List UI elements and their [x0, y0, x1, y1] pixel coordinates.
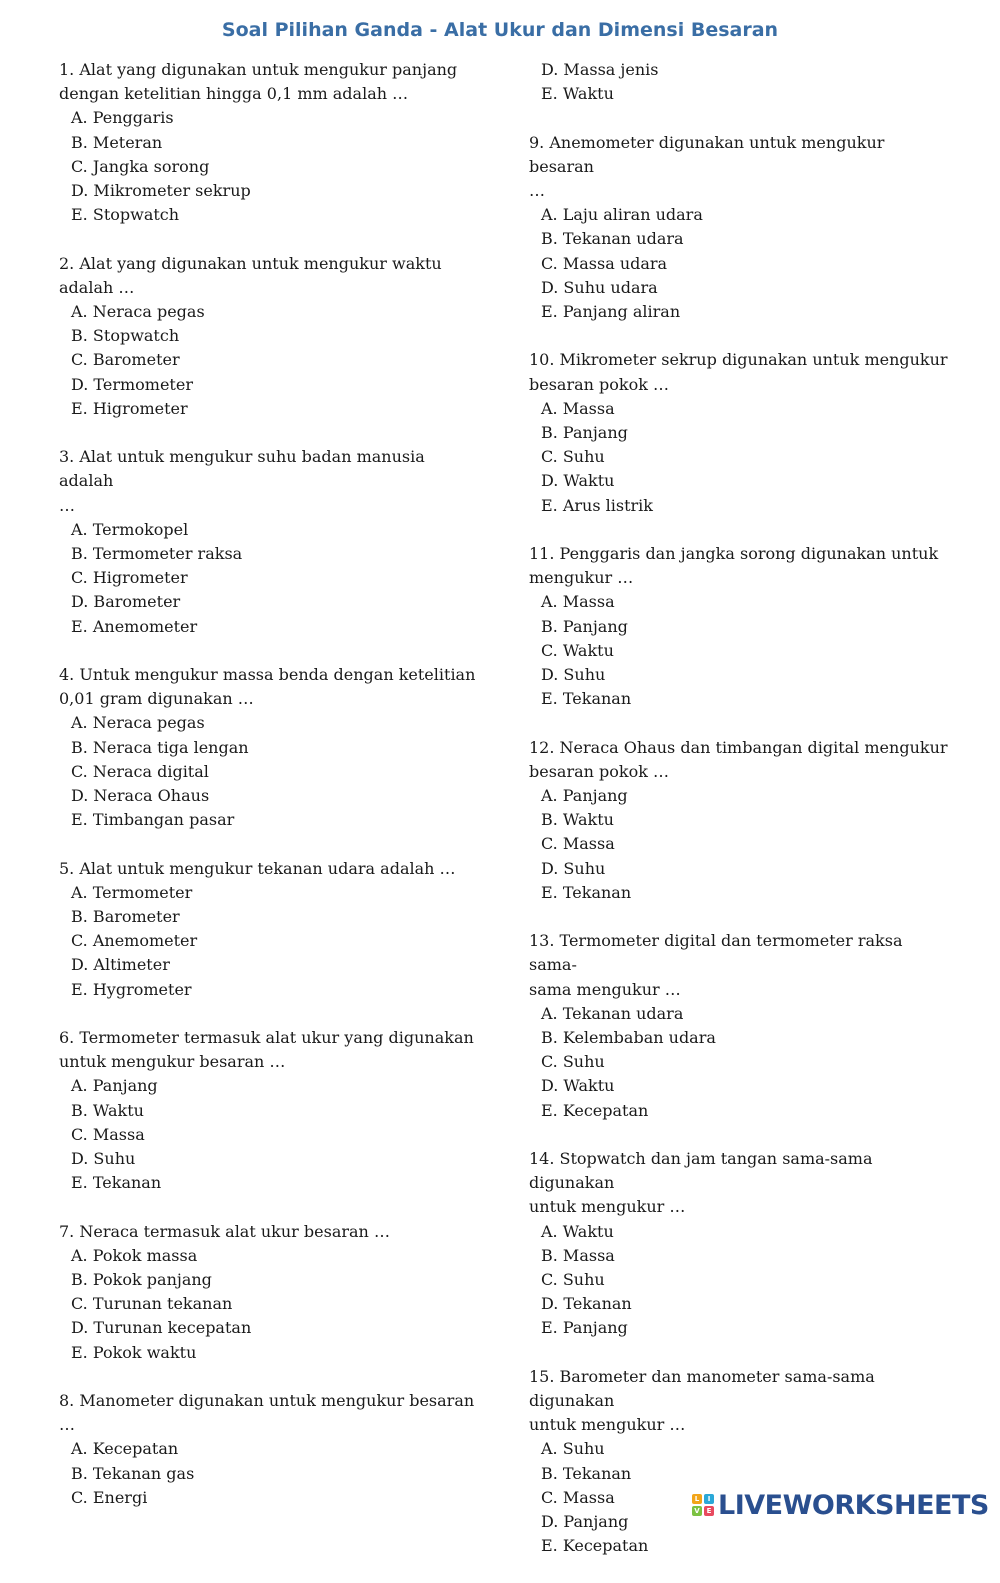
question-block: [529, 348, 954, 517]
answer-option[interactable]: C. Anemometer: [71, 931, 198, 951]
answer-option[interactable]: C. Waktu: [541, 640, 614, 660]
answer-option[interactable]: E. Kecepatan: [541, 1536, 649, 1556]
question-text: 2. Alat yang digunakan untuk mengukur waktu: [59, 253, 442, 273]
answer-option[interactable]: A. Massa: [541, 592, 615, 612]
question-text: untuk mengukur besaran …: [59, 1052, 286, 1072]
answer-option[interactable]: D. Waktu: [541, 1076, 615, 1096]
answer-option[interactable]: E. Stopwatch: [71, 205, 180, 225]
page-title: Soal Pilihan Ganda - Alat Ukur dan Dimensi Besaran: [221, 19, 779, 41]
answer-option[interactable]: D. Mikrometer sekrup: [71, 181, 251, 201]
question-block: [529, 542, 954, 711]
answer-option[interactable]: A. Penggaris: [71, 108, 174, 128]
answer-option[interactable]: D. Suhu: [541, 665, 606, 685]
logo-tile: I: [704, 1494, 714, 1504]
question-text: 4. Untuk mengukur massa benda dengan ketelitian: [59, 665, 476, 685]
answer-option[interactable]: C. Barometer: [71, 350, 180, 370]
answer-option[interactable]: E. Hygrometer: [71, 979, 192, 999]
question-text: untuk mengukur …: [529, 1415, 686, 1435]
answer-option[interactable]: E. Tekanan: [541, 882, 632, 902]
logo-tiles-icon: [692, 1494, 714, 1516]
question-text: 14. Stopwatch dan jam tangan sama-sama digunakan: [529, 1149, 873, 1193]
left-column: [59, 58, 479, 1534]
answer-option[interactable]: A. Waktu: [541, 1221, 614, 1241]
answer-option[interactable]: D. Altimeter: [71, 955, 170, 975]
answer-option[interactable]: A. Tekanan udara: [541, 1003, 684, 1023]
answer-option[interactable]: B. Kelembaban udara: [541, 1028, 716, 1048]
liveworksheets-logo: [692, 1488, 989, 1522]
answer-option[interactable]: E. Anemometer: [71, 616, 198, 636]
answer-option[interactable]: D. Tekanan: [541, 1294, 632, 1314]
question-text: 13. Termometer digital dan termometer raksa sama-: [529, 931, 903, 975]
answer-option[interactable]: D. Massa jenis: [541, 60, 659, 79]
answer-option[interactable]: B. Tekanan: [541, 1463, 632, 1483]
answer-option[interactable]: A. Panjang: [71, 1076, 158, 1096]
answer-option[interactable]: D. Suhu: [541, 858, 606, 878]
answer-option[interactable]: E. Panjang aliran: [541, 302, 681, 322]
question-text: besaran pokok …: [529, 374, 670, 394]
answer-option[interactable]: E. Tekanan: [541, 689, 632, 709]
answer-option[interactable]: D. Suhu: [71, 1149, 136, 1169]
answer-option[interactable]: A. Termometer: [71, 882, 193, 902]
answer-option[interactable]: B. Tekanan udara: [541, 229, 684, 249]
answer-option[interactable]: B. Meteran: [71, 132, 163, 152]
question-text: untuk mengukur …: [529, 1197, 686, 1217]
answer-option[interactable]: D. Panjang: [541, 1512, 629, 1532]
question-block: [59, 1220, 479, 1365]
answer-option[interactable]: A. Termokopel: [71, 519, 189, 539]
answer-option[interactable]: A. Suhu: [541, 1439, 605, 1459]
question-block: [59, 252, 479, 421]
question-text: …: [59, 495, 75, 515]
answer-option[interactable]: C. Suhu: [541, 1270, 605, 1290]
answer-option[interactable]: B. Waktu: [541, 810, 614, 830]
question-block: [59, 857, 479, 1002]
answer-option[interactable]: E. Timbangan pasar: [71, 810, 235, 830]
answer-option[interactable]: D. Waktu: [541, 471, 615, 491]
question-text: 1. Alat yang digunakan untuk mengukur panjang: [59, 60, 458, 79]
answer-option[interactable]: D. Turunan kecepatan: [71, 1318, 252, 1338]
answer-option[interactable]: A. Massa: [541, 398, 615, 418]
answer-option[interactable]: A. Neraca pegas: [71, 713, 205, 733]
question-text: 6. Termometer termasuk alat ukur yang digunakan: [59, 1028, 474, 1048]
answer-option[interactable]: C. Massa: [71, 1124, 145, 1144]
question-text: 7. Neraca termasuk alat ukur besaran …: [59, 1221, 390, 1241]
answer-option[interactable]: E. Tekanan: [71, 1173, 162, 1193]
answer-option[interactable]: E. Waktu: [541, 84, 614, 104]
question-text: 8. Manometer digunakan untuk mengukur besaran …: [59, 1391, 475, 1435]
question-block: [529, 736, 954, 905]
answer-option[interactable]: C. Suhu: [541, 447, 605, 467]
answer-option[interactable]: A. Pokok massa: [71, 1245, 198, 1265]
answer-option[interactable]: B. Panjang: [541, 423, 628, 443]
question-text: 11. Penggaris dan jangka sorong digunakan untuk: [529, 544, 939, 564]
answer-option[interactable]: A. Laju aliran udara: [541, 205, 703, 225]
answer-option[interactable]: E. Pokok waktu: [71, 1342, 197, 1362]
question-text: 5. Alat untuk mengukur tekanan udara adalah …: [59, 858, 456, 878]
answer-option[interactable]: C. Suhu: [541, 1052, 605, 1072]
answer-option[interactable]: A. Panjang: [541, 786, 628, 806]
question-text: 12. Neraca Ohaus dan timbangan digital mengukur: [529, 737, 948, 757]
logo-tile: V: [692, 1506, 702, 1516]
answer-option[interactable]: B. Pokok panjang: [71, 1270, 212, 1290]
question-text: sama mengukur …: [529, 979, 681, 999]
answer-option[interactable]: C. Higrometer: [71, 568, 188, 588]
answer-option[interactable]: C. Massa: [541, 1487, 615, 1507]
answer-option[interactable]: C. Energi: [71, 1487, 148, 1507]
question-block: [59, 58, 479, 227]
answer-option[interactable]: A. Neraca pegas: [71, 302, 205, 322]
question-block: [529, 58, 954, 106]
right-column: [529, 58, 954, 1583]
question-text: dengan ketelitian hingga 0,1 mm adalah …: [59, 84, 409, 104]
answer-option[interactable]: C. Jangka sorong: [71, 156, 210, 176]
question-block: [59, 445, 479, 639]
question-block: [59, 1026, 479, 1195]
answer-option[interactable]: B. Termometer raksa: [71, 544, 243, 564]
answer-option[interactable]: E. Kecepatan: [541, 1100, 649, 1120]
question-text: mengukur …: [529, 568, 634, 588]
answer-option[interactable]: C. Turunan tekanan: [71, 1294, 233, 1314]
answer-option[interactable]: C. Neraca digital: [71, 761, 209, 781]
answer-option[interactable]: B. Neraca tiga lengan: [71, 737, 249, 757]
answer-option[interactable]: B. Panjang: [541, 616, 628, 636]
logo-text: LIVEWORKSHEETS: [718, 1489, 989, 1521]
answer-option[interactable]: C. Massa: [541, 834, 615, 854]
logo-tile: L: [692, 1494, 702, 1504]
answer-option[interactable]: C. Massa udara: [541, 253, 668, 273]
answer-option[interactable]: B. Massa: [541, 1245, 615, 1265]
answer-option[interactable]: D. Neraca Ohaus: [71, 786, 210, 806]
answer-option[interactable]: A. Kecepatan: [71, 1439, 179, 1459]
question-block: [529, 929, 954, 1123]
answer-option[interactable]: B. Tekanan gas: [71, 1463, 195, 1483]
answer-option[interactable]: D. Termometer: [71, 374, 193, 394]
answer-option[interactable]: D. Suhu udara: [541, 277, 658, 297]
question-text: besaran pokok …: [529, 761, 670, 781]
question-text: adalah …: [59, 277, 135, 297]
question-block: [529, 1365, 954, 1559]
answer-option[interactable]: B. Stopwatch: [71, 326, 180, 346]
question-text: 9. Anemometer digunakan untuk mengukur besaran: [529, 132, 885, 176]
question-block: [59, 1389, 479, 1510]
answer-option[interactable]: B. Waktu: [71, 1100, 144, 1120]
question-text: …: [529, 181, 545, 200]
answer-option[interactable]: B. Barometer: [71, 907, 180, 927]
question-block: [59, 663, 479, 832]
question-text: 10. Mikrometer sekrup digunakan untuk mengukur: [529, 350, 948, 370]
answer-option[interactable]: D. Barometer: [71, 592, 181, 612]
question-text: 0,01 gram digunakan …: [59, 689, 254, 709]
question-text: 3. Alat untuk mengukur suhu badan manusia adalah: [59, 447, 425, 491]
logo-tile: E: [704, 1506, 714, 1516]
answer-option[interactable]: E. Higrometer: [71, 398, 188, 418]
question-block: [529, 131, 954, 325]
question-block: [529, 1147, 954, 1341]
answer-option[interactable]: E. Panjang: [541, 1318, 628, 1338]
answer-option[interactable]: E. Arus listrik: [541, 495, 653, 515]
question-text: 15. Barometer dan manometer sama-sama digunakan: [529, 1366, 875, 1411]
